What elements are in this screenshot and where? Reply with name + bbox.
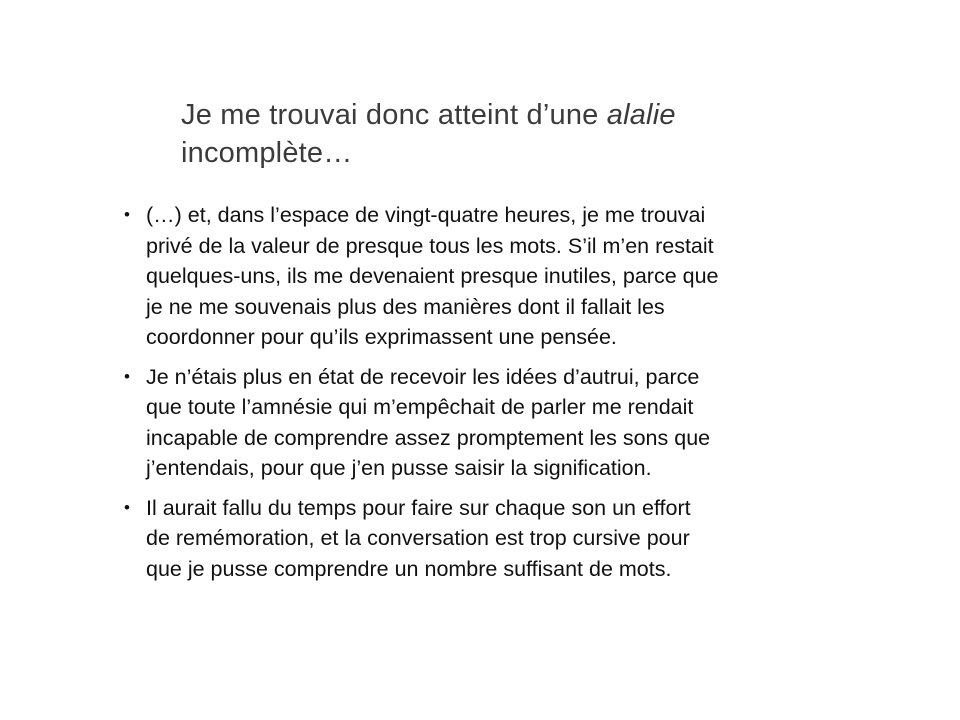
bullet-icon: • bbox=[124, 366, 130, 386]
bullet-list bbox=[124, 200, 844, 593]
slide-title bbox=[181, 96, 881, 172]
bullet-line: Je n’étais plus en état de recevoir les idées d’autrui, parce bbox=[146, 364, 700, 389]
bullet-line: que je pusse comprendre un nombre suffisant de mots. bbox=[146, 556, 672, 581]
title-line1 bbox=[181, 99, 676, 131]
bullet-item bbox=[124, 200, 844, 353]
bullet-line: je ne me souvenais plus des manières dont il fallait les bbox=[146, 294, 665, 319]
bullet-line: privé de la valeur de presque tous les mots. S’il m’en restait bbox=[146, 233, 714, 258]
bullet-item bbox=[124, 493, 844, 585]
bullet-line: j’entendais, pour que j’en pusse saisir la signification. bbox=[146, 456, 652, 480]
bullet-line: coordonner pour qu’ils exprimassent une pensée. bbox=[146, 325, 617, 349]
bullet-icon: • bbox=[124, 497, 130, 517]
bullet-line: Il aurait fallu du temps pour faire sur chaque son un effort bbox=[146, 495, 691, 520]
bullet-line: de remémoration, et la conversation est trop cursive pour bbox=[146, 526, 690, 550]
title-italic-term: alalie bbox=[606, 99, 676, 131]
bullet-item bbox=[124, 362, 844, 484]
bullet-line: quelques-uns, ils me devenaient presque inutiles, parce que bbox=[146, 264, 719, 288]
title-line2: incomplète… bbox=[181, 137, 353, 169]
bullet-icon: • bbox=[124, 205, 130, 224]
bullet-line: (…) et, dans l’espace de vingt-quatre heures, je me trouvai bbox=[146, 203, 706, 227]
bullet-line: incapable de comprendre assez promptement les sons que bbox=[146, 425, 711, 450]
bullet-line: que toute l’amnésie qui m’empêchait de parler me rendait bbox=[146, 395, 694, 419]
title-text: Je me trouvai donc atteint d’une bbox=[181, 99, 607, 131]
